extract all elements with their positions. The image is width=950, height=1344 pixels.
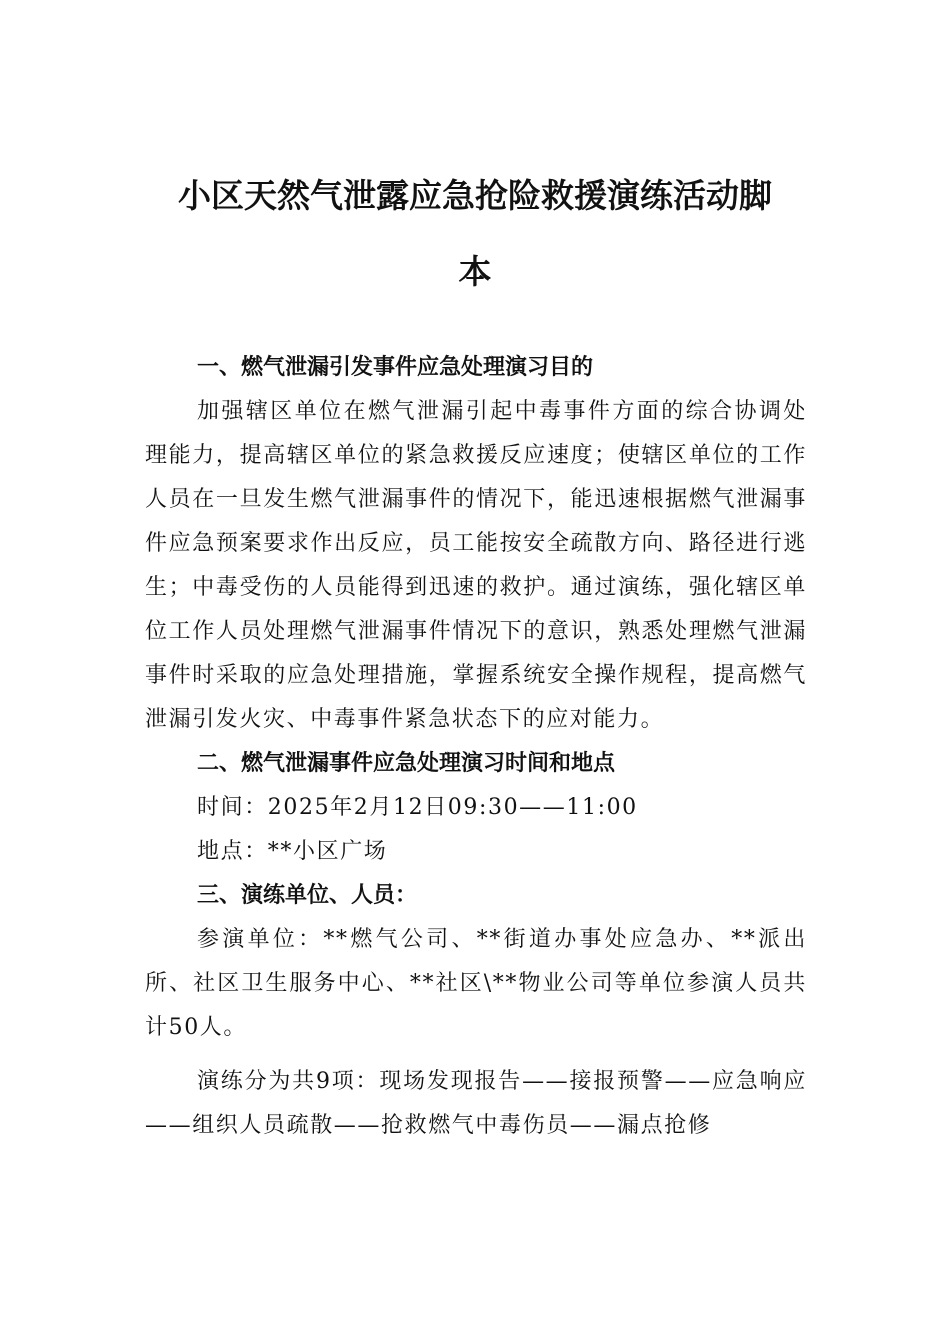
section-2-time: 时间：2025年2月12日09:30——11:00	[197, 795, 638, 820]
section-3-drill-items: 演练分为共9项：现场发现报告——接报预警——应急响应——组织人员疏散——抢救燃气中毒伤员——漏点抢修	[145, 1069, 807, 1138]
section-2-location: 地点：**小区广场	[197, 839, 388, 864]
section-2-heading: 二、燃气泄漏事件应急处理演习时间和地点	[197, 751, 616, 776]
section-3-participants: 参演单位：**燃气公司、**街道办事处应急办、**派出所、社区卫生服务中心、**社区\**物业公司等单位参演人员共计50人。	[145, 927, 807, 1040]
section-1-heading: 一、燃气泄漏引发事件应急处理演习目的	[197, 355, 594, 380]
section-1-paragraph: 加强辖区单位在燃气泄漏引起中毒事件方面的综合协调处理能力，提高辖区单位的紧急救援反应速度；使辖区单位的工作人员在一旦发生燃气泄漏事件的情况下，能迅速根据燃气泄漏事件应急预案要求作出反应，员工能按安全疏散方向、路径进行逃生；中毒受伤的人员能得到迅速的救护。通过演练，强化辖区单位工作人员处理燃气泄漏事件情况下的意识，熟悉处理燃气泄漏事件时采取的应急处理措施，掌握系统安全操作规程，提高燃气泄漏引发火灾、中毒事件紧急状态下的应对能力。	[145, 399, 807, 732]
document-title	[145, 158, 805, 310]
document-body	[145, 346, 807, 1148]
title-line-1: 小区天然气泄露应急抢险救援演练活动脚	[178, 176, 772, 215]
section-3-heading: 三、演练单位、人员：	[197, 883, 418, 908]
title-line-2: 本	[458, 252, 492, 291]
paragraph-spacer	[145, 1050, 807, 1060]
